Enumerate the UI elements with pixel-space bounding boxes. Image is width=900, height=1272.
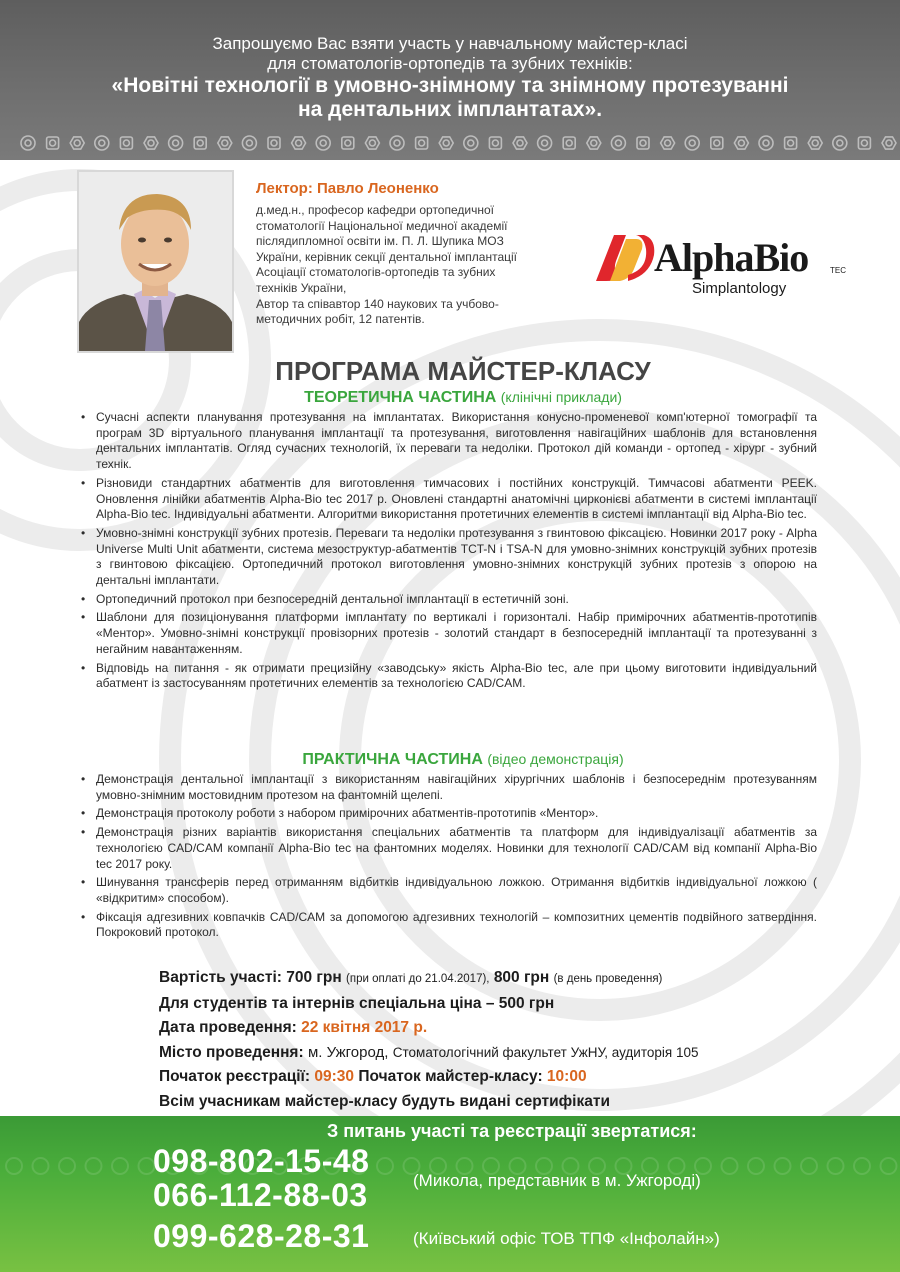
theory-title: ТЕОРЕТИЧНА ЧАСТИНА	[304, 389, 497, 406]
implant-icon	[464, 136, 478, 150]
implant-icon-core	[271, 140, 277, 146]
lecturer-bio	[256, 203, 556, 328]
event-title-line1: «Новітні технології в умовно-знімному та знімному протезуванні	[111, 74, 789, 97]
start-time: 10:00	[546, 1068, 587, 1085]
footer-pattern-icon	[748, 1158, 764, 1174]
implant-icon	[858, 137, 870, 149]
implant-icon	[587, 137, 601, 149]
price-early: 700 грн	[286, 969, 342, 986]
implant-icon-core	[665, 140, 671, 146]
implant-icon	[365, 137, 379, 149]
start-label: Початок майстер-класу:	[358, 1068, 543, 1085]
list-item: • Умовно-знімні конструкції зубних протезів. Переваги та недоліки протезування з гвинтовою фіксацією. Новинки 2017 року - Alpha Universe Multi Unit абатменти, система мезоструктур-абатментів TCT-N і TSA-N для умовно-знімних конструкцій зубних протезів з гвинтовою фіксацією. Ортопедичний протокол виготовлення умовно-знімних конструкцій зубних протезів з опорою на дентальні імплантати.	[79, 526, 817, 589]
implant-icon-core	[788, 140, 794, 146]
footer-pattern-icon	[722, 1158, 738, 1174]
implant-icon-core	[443, 140, 449, 146]
logo-tagline: Simplantology	[692, 280, 787, 297]
program-title: ПРОГРАМА МАЙСТЕР-КЛАСУ	[275, 356, 651, 386]
footer-pattern-icon	[828, 1158, 844, 1174]
bio-line: Асоціації стоматологів-ортопедів та зубних	[256, 265, 496, 280]
implant-icon	[21, 136, 35, 150]
alphabio-logo	[592, 223, 852, 297]
implant-icon-core	[222, 140, 228, 146]
theory-list	[79, 410, 817, 695]
implant-icon	[169, 136, 183, 150]
implant-icon-core	[886, 140, 892, 146]
implant-icon-core	[50, 140, 56, 146]
bio-line: д.мед.н., професор кафедри ортопедичної	[256, 203, 494, 217]
bio-line: стоматології Національної медичної академії	[256, 218, 508, 233]
contact-note-uzhhorod: (Микола, представник в м. Ужгороді)	[413, 1171, 701, 1190]
implant-icon	[882, 137, 896, 149]
implant-icon	[439, 137, 453, 149]
students-price: Для студентів та інтернів спеціальна ціна – 500 грн	[159, 994, 555, 1012]
implant-icon	[144, 137, 158, 149]
footer-pattern-icon	[59, 1158, 75, 1174]
implant-icon-core	[123, 140, 129, 146]
implant-icon-core	[74, 140, 80, 146]
practice-subtitle: (відео демонстрація)	[487, 751, 624, 767]
header-audience: для стоматологів-ортопедів та зубних техніків:	[267, 54, 633, 73]
implant-icon	[70, 137, 84, 149]
list-item: • Ортопедичний протокол при безпосередній дентальної імплантації в естетичній зоні.	[79, 592, 817, 608]
event-info	[159, 966, 859, 1114]
bio-line: техніків України,	[256, 280, 347, 295]
list-item: • Сучасні аспекти планування протезування на імплантатах. Використання конусно-променевої комп'ютерної томографії та програм 3D віртуального планування імплантації та протезування, виготовлення навігаційних шаблонів для встановлення дентальних імплантатів. Огляд сучасних технологій, їх переваги та недоліки. Протокол дій команди - ортопед - хірург - зубний технік.	[79, 410, 817, 473]
implant-icon	[563, 137, 575, 149]
implant-icon-core	[345, 140, 351, 146]
implant-icon	[808, 137, 822, 149]
implant-icon	[513, 137, 527, 149]
implant-icon-core	[689, 140, 695, 146]
alphabio-mark-icon	[596, 235, 654, 281]
footer-pattern-icon	[377, 1158, 393, 1174]
footer-pattern-icon	[33, 1158, 49, 1174]
implant-icon-core	[320, 140, 326, 146]
implant-icon	[218, 137, 232, 149]
implant-icon	[611, 136, 625, 150]
portrait-image	[79, 172, 232, 351]
place-label: Місто проведення:	[159, 1043, 304, 1061]
implant-icon	[268, 137, 280, 149]
implant-icon-core	[738, 140, 744, 146]
phone-number-3[interactable]: 099-628-28-31	[153, 1218, 370, 1254]
bio-line: післядипломної освіти ім. П. Л. Шупика МОЗ	[256, 234, 504, 249]
certificates-note: Всім учасникам майстер-класу будуть видані сертифікати	[159, 1092, 610, 1110]
implant-icon-core	[99, 140, 105, 146]
practice-list	[79, 772, 817, 944]
list-item: • Демонстрація протоколу роботи з набором примірочних абатментів-прототипів «Ментор».	[79, 806, 817, 822]
implant-icon-core	[173, 140, 179, 146]
footer-pattern-icon	[881, 1158, 897, 1174]
contacts-footer	[0, 1116, 900, 1272]
registration-label: Початок реєстрації:	[159, 1068, 311, 1085]
practice-title: ПРАКТИЧНА ЧАСТИНА	[302, 751, 483, 768]
logo-suffix: TEC	[830, 266, 846, 275]
contacts-title: З питань участі та реєстрації звертатися:	[327, 1121, 697, 1141]
implant-icon	[785, 137, 797, 149]
list-item: • Демонстрація дентальної імплантації з використанням навігаційних хірургічних шаблонів і безпосереднім протезуванням умовно-знімним мостовидним протезом на фантомній щелепі.	[79, 772, 817, 803]
date-label: Дата проведення:	[159, 1019, 297, 1036]
implant-icon-core	[837, 140, 843, 146]
date-value: 22 квітня 2017 р.	[301, 1019, 428, 1036]
implant-icon-core	[861, 140, 867, 146]
implant-icon	[47, 137, 59, 149]
implant-icon-core	[542, 140, 548, 146]
implant-icon	[734, 137, 748, 149]
footer-pattern-icon	[854, 1158, 870, 1174]
implant-icon-core	[566, 140, 572, 146]
implant-icon	[833, 136, 847, 150]
price-late-note: (в день проведення)	[553, 973, 663, 985]
lecturer-photo	[77, 170, 234, 353]
implant-icon	[685, 136, 699, 150]
theory-section-title	[0, 389, 900, 407]
footer-pattern-icon	[801, 1158, 817, 1174]
implant-icon-core	[25, 140, 31, 146]
price-late: 800 грн	[493, 969, 550, 986]
logo-brand: AlphaBio	[654, 235, 809, 280]
practice-section-title	[0, 751, 900, 769]
footer-pattern-icon	[86, 1158, 102, 1174]
implant-icon	[95, 136, 109, 150]
footer-pattern-icon	[112, 1158, 128, 1174]
list-item: • Шинування трансферів перед отриманням відбитків індивідуальною ложкою. Отримання відбитків індивідуальної ложкою ( «відкритим» способом).	[79, 875, 817, 906]
list-item: • Фіксація адгезивних ковпачків CAD/CAM за допомогою адгезивних технологій – композитних цементів подвійного затвердіння. Покроковий протокол.	[79, 910, 817, 941]
header-banner	[0, 0, 900, 160]
cost-label: Вартість участі:	[159, 969, 282, 986]
place-line	[159, 1041, 859, 1066]
implant-icon	[342, 137, 354, 149]
implant-icon-core	[419, 140, 425, 146]
implant-icon-core	[640, 140, 646, 146]
implant-icon-core	[148, 140, 154, 146]
place-city: м. Ужгород,	[307, 1043, 389, 1061]
registration-time: 09:30	[314, 1068, 355, 1085]
implant-icon-core	[468, 140, 474, 146]
implant-icon	[242, 136, 256, 150]
implant-icon-core	[763, 140, 769, 146]
lecturer-name: Лектор: Павло Леоненко	[256, 180, 439, 197]
list-item: • Відповідь на питання - як отримати прецизійну «заводську» якість Alpha-Bio tec, але при цьому виготовити індивідуальний абатмент із застосуванням протетичних елементів за технологією CAD/CAM.	[79, 661, 817, 692]
implant-icon	[711, 137, 723, 149]
header-text	[0, 34, 900, 122]
implant-icon-core	[197, 140, 203, 146]
footer-pattern-icon	[6, 1158, 22, 1174]
implant-icon-core	[369, 140, 375, 146]
list-item: • Демонстрація різних варіантів використання спеціальних абатментів та платформ для індивідуалізації абатментів за технологією CAD/CAM компанії Alpha-Bio tec на фантомних моделях. Новинки для технології CAD/CAM від компанії Alpha-Bio tec 2017 року.	[79, 825, 817, 872]
implant-icon	[292, 137, 306, 149]
phone-number-1[interactable]: 098-802-15-48	[153, 1143, 370, 1179]
place-detail: Стоматологічний факультет УжНУ, аудиторія 105	[392, 1044, 699, 1060]
bio-line: України, керівник секції дентальної імплантації	[256, 249, 518, 264]
implant-icon-core	[492, 140, 498, 146]
implant-icon-core	[714, 140, 720, 146]
implant-icon	[120, 137, 132, 149]
price-early-note: (при оплаті до 21.04.2017),	[346, 973, 490, 985]
implant-icon-core	[296, 140, 302, 146]
list-item: • Різновиди стандартних абатментів для виготовлення тимчасових і постійних конструкцій. Тимчасові абатменти PEEK. Оновлення лінійки абатментів Alpha-Bio tec 2017 р. Оновлені стандартні анатомічні цирконієві абатменти в системі імплантації Alpha-Bio tec. Індивідуальні абатменти. Алгоритми використання протетичних елементів в системі імплантації від Alpha-Bio tec.	[79, 476, 817, 523]
implant-icon-strip	[0, 130, 900, 156]
implant-icon	[316, 136, 330, 150]
implant-icon-core	[615, 140, 621, 146]
list-item: • Шаблони для позиціонування платформи імплантату по вертикалі і горизонталі. Набір примірочних абатментів-прототипів «Ментор». Умовно-знімні конструкції провізорних протезів - золотий стандарт в безпосередній імплантації та протезуванні з негайним навантаженням.	[79, 610, 817, 657]
phone-number-2[interactable]: 066-112-88-03	[153, 1177, 368, 1213]
implant-icon-core	[394, 140, 400, 146]
contact-note-kyiv: (Київський офіс ТОВ ТПФ «Інфолайн»)	[413, 1229, 720, 1248]
time-line	[159, 1065, 859, 1090]
header-invitation: Запрошуємо Вас взяти участь у навчальному майстер-класі	[212, 34, 688, 53]
implant-icon-core	[246, 140, 252, 146]
cost-line	[159, 966, 859, 992]
implant-icon	[390, 136, 404, 150]
bio-line: Автор та співавтор 140 наукових та учбово-	[256, 296, 499, 311]
implant-icon	[194, 137, 206, 149]
implant-icon	[637, 137, 649, 149]
implant-icon-core	[812, 140, 818, 146]
implant-icon	[538, 136, 552, 150]
implant-icon	[416, 137, 428, 149]
event-title-line2: на дентальних імплантатах».	[297, 98, 603, 121]
implant-icon	[489, 137, 501, 149]
implant-icon	[661, 137, 675, 149]
footer-pattern-icon	[775, 1158, 791, 1174]
implant-icon-core	[517, 140, 523, 146]
date-line	[159, 1016, 859, 1041]
implant-icon-core	[591, 140, 597, 146]
bio-line: методичних робіт, 12 патентів.	[256, 312, 425, 327]
implant-icon	[759, 136, 773, 150]
theory-subtitle: (клінічні приклади)	[500, 389, 622, 405]
